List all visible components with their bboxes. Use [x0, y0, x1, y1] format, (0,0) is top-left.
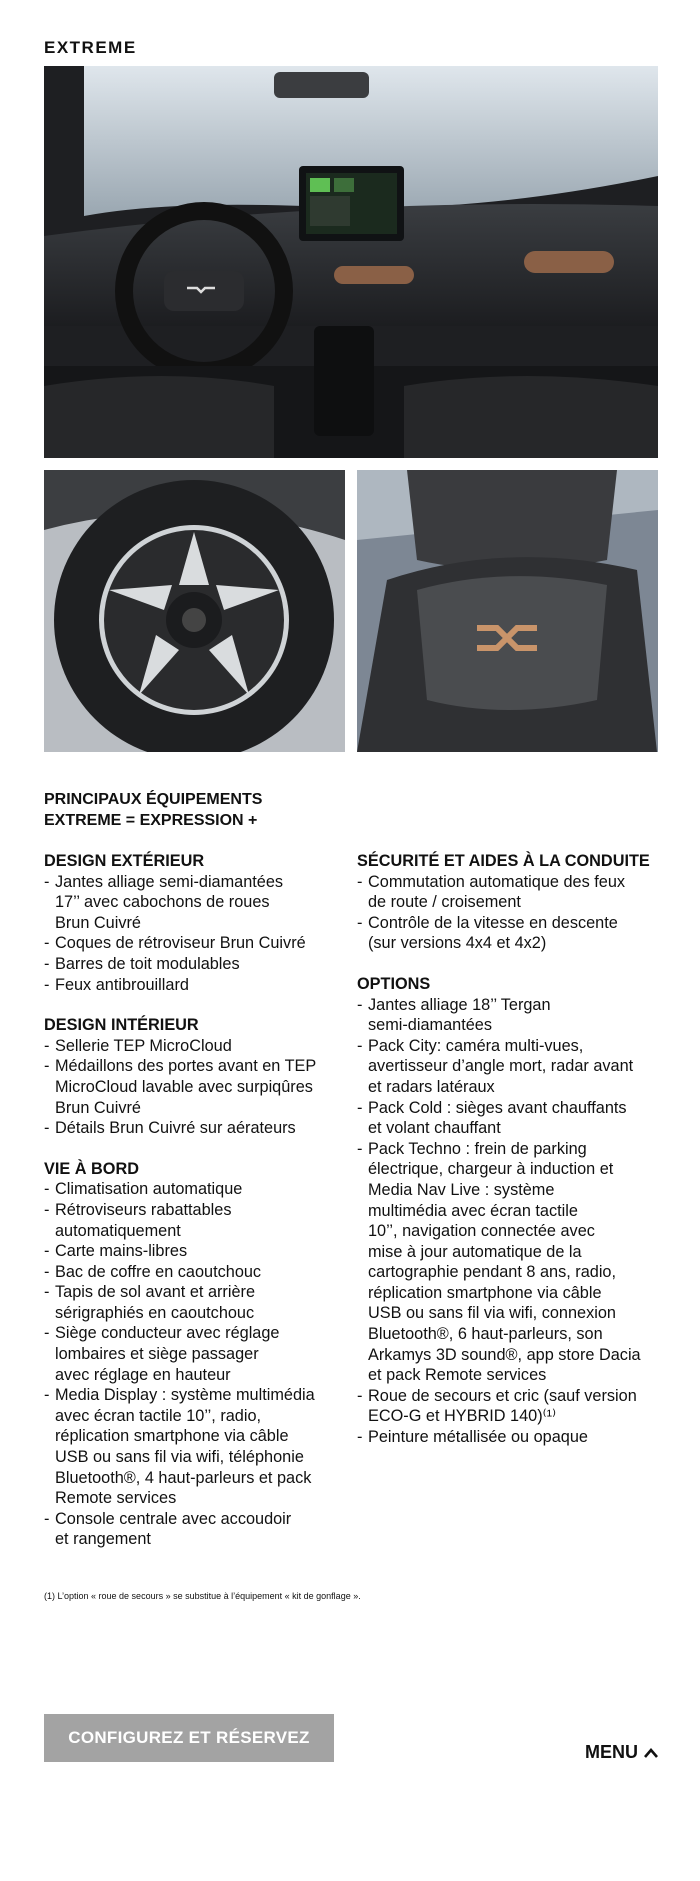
feature-list [357, 995, 662, 1448]
interior-dashboard-image [44, 66, 658, 458]
feature-item: - Sellerie TEP MicroCloud [44, 1036, 344, 1057]
feature-item: - Jantes alliage semi-diamantées 17’’ avec cabochons de roues Brun Cuivré [44, 872, 344, 934]
menu-label: MENU [585, 1742, 638, 1762]
section-title: DESIGN EXTÉRIEUR [44, 852, 205, 870]
feature-item: - Media Display : système multimédia avec écran tactile 10’’, radio, réplication smartphone via câble USB ou sans fil via wifi, téléphonie Bluetooth®, 4 haut-parleurs et pack Remote services [44, 1385, 344, 1509]
seat-headrest-image [357, 470, 658, 752]
section-title: OPTIONS [357, 974, 431, 993]
configure-reserve-button[interactable]: CONFIGUREZ ET RÉSERVEZ [44, 1714, 334, 1762]
page-title: EXTREME [44, 38, 137, 57]
feature-list [44, 1179, 344, 1550]
section-title: VIE À BORD [44, 1159, 139, 1178]
feature-list [357, 872, 662, 954]
feature-list [44, 872, 344, 996]
feature-item: - Feux antibrouillard [44, 975, 344, 996]
feature-item: - Rétroviseurs rabattables automatiquement [44, 1200, 344, 1241]
intro-subheading: EXTREME = EXPRESSION + [44, 812, 258, 829]
feature-item: - Carte mains-libres [44, 1241, 344, 1262]
section-title: DESIGN INTÉRIEUR [44, 1016, 199, 1035]
section [357, 974, 662, 1448]
feature-item: - Coques de rétroviseur Brun Cuivré [44, 933, 344, 954]
feature-item: - Bac de coffre en caoutchouc [44, 1262, 344, 1283]
menu-button[interactable] [585, 1742, 658, 1763]
feature-item: - Siège conducteur avec réglage lombaires et siège passager avec réglage en hauteur [44, 1323, 344, 1385]
feature-item: - Tapis de sol avant et arrière sérigraphiés en caoutchouc [44, 1282, 344, 1323]
feature-item: - Pack Cold : sièges avant chauffants et volant chauffant [357, 1098, 662, 1139]
feature-item: - Commutation automatique des feux de route / croisement [357, 872, 662, 913]
section [44, 851, 344, 995]
feature-item: - Détails Brun Cuivré sur aérateurs [44, 1118, 344, 1139]
right-column [357, 851, 662, 1468]
alloy-wheel-image [44, 470, 345, 752]
wheel-illustration [44, 470, 345, 752]
section [357, 851, 662, 954]
feature-item: - Jantes alliage 18’’ Tergan semi-diamantées [357, 995, 662, 1036]
feature-item: - Barres de toit modulables [44, 954, 344, 975]
section-title: SÉCURITÉ ET AIDES À LA CONDUITE [357, 852, 650, 870]
feature-item: - Console centrale avec accoudoir et rangement [44, 1509, 344, 1550]
feature-list [44, 1036, 344, 1139]
seat-illustration [357, 470, 658, 752]
footnote: (1) L’option « roue de secours » se substitue à l’équipement « kit de gonflage ». [44, 1591, 361, 1601]
feature-item: - Médaillons des portes avant en TEP MicroCloud lavable avec surpiqûres Brun Cuivré [44, 1056, 344, 1118]
intro-heading: PRINCIPAUX ÉQUIPEMENTS [44, 791, 263, 808]
left-column [44, 851, 344, 1570]
feature-item: - Roue de secours et cric (sauf version ECO-G et HYBRID 140)⁽¹⁾ [357, 1386, 662, 1427]
equipment-intro [44, 789, 262, 831]
feature-item: - Peinture métallisée ou opaque [357, 1427, 662, 1448]
section [44, 1159, 344, 1550]
feature-item: - Pack City: caméra multi-vues, avertisseur d’angle mort, radar avant et radars latéraux [357, 1036, 662, 1098]
feature-item: - Pack Techno : frein de parking électrique, chargeur à induction et Media Nav Live : système multimédia avec écran tactile 10’’, navigation connectée avec mise à jour automatique de la cartographie pendant 8 ans, radio, réplication smartphone via câble USB ou sans fil via wifi, connexion Bluetooth®, 6 haut-parleurs, son Arkamys 3D sound®, app store Dacia et pack Remote services [357, 1139, 662, 1386]
section [44, 1015, 344, 1139]
feature-item: - Climatisation automatique [44, 1179, 344, 1200]
chevron-up-icon [644, 1748, 658, 1758]
dashboard-illustration [44, 66, 658, 458]
feature-item: - Contrôle de la vitesse en descente (sur versions 4x4 et 4x2) [357, 913, 662, 954]
